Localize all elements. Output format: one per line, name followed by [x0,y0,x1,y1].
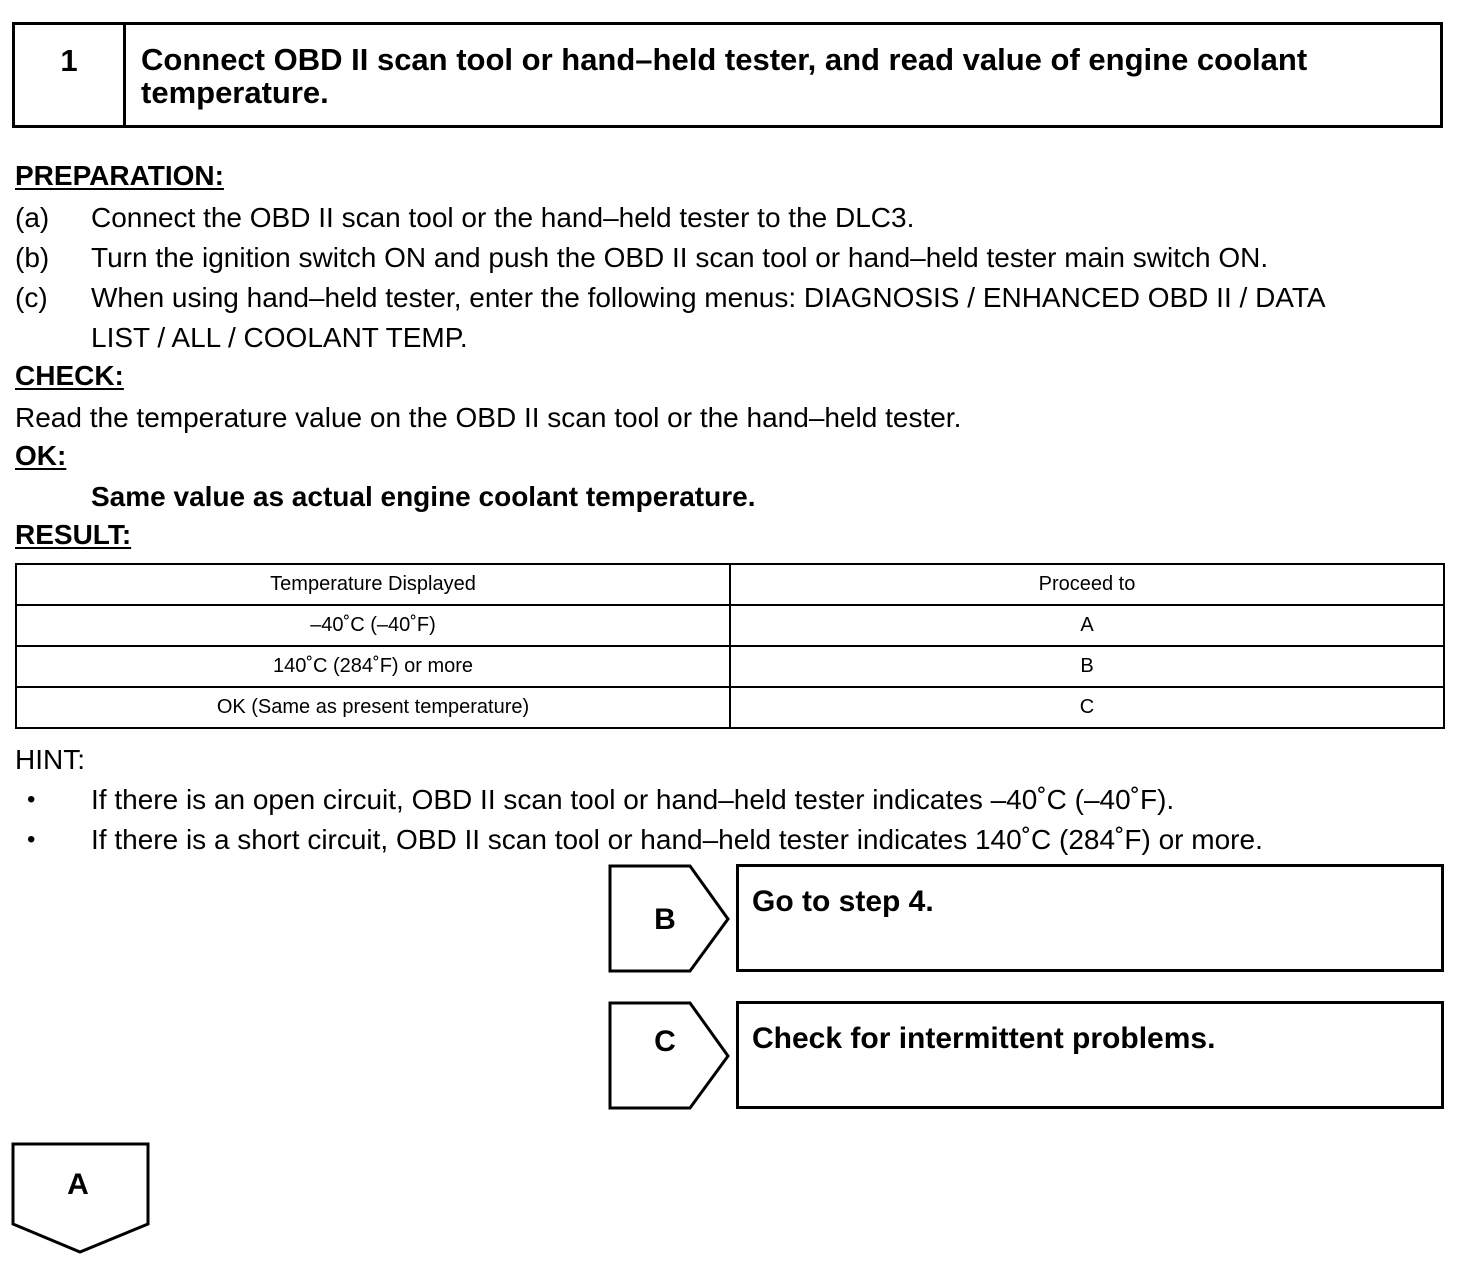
table-cell: –40˚C (–40˚F) [16,605,730,646]
prep-item-b-text: Turn the ignition switch ON and push the OBD II scan tool or hand–held tester main switch ON. [91,242,1269,273]
check-text: Read the temperature value on the OBD II scan tool or the hand–held tester. [15,402,962,433]
hint-item-short-circuit: If there is a short circuit, OBD II scan tool or hand–held tester indicates 140˚C (284˚F) or more. [91,824,1263,855]
result-table [15,563,1445,729]
prep-item-c-letter: (c) [15,282,48,313]
branch-c-letter: C [654,1025,676,1058]
bullet-icon: • [27,786,36,813]
table-cell: A [730,605,1444,646]
prep-item-c-text-line2: LIST / ALL / COOLANT TEMP. [91,322,468,353]
check-heading: CHECK: [15,360,124,391]
table-cell: B [730,646,1444,687]
table-cell: C [730,687,1444,728]
hint-item-open-circuit: If there is an open circuit, OBD II scan tool or hand–held tester indicates –40˚C (–40˚F). [91,784,1175,815]
table-cell: OK (Same as present temperature) [16,687,730,728]
branch-c-box: Check for intermittent problems. [736,1001,1444,1109]
prep-item-a-text: Connect the OBD II scan tool or the hand–held tester to the DLC3. [91,202,915,233]
branch-b-letter: B [654,903,676,936]
branch-b-arrow-icon [607,864,731,974]
table-row [16,646,1444,687]
branch-c-arrow-icon [607,1001,731,1111]
table-header-row [16,564,1444,605]
prep-item-a-letter: (a) [15,202,50,233]
table-row [16,605,1444,646]
column-header: Temperature Displayed [16,564,730,605]
branch-b-box: Go to step 4. [736,864,1444,972]
preparation-heading: PREPARATION: [15,160,224,191]
result-heading: RESULT: [15,519,132,550]
step-number: 1 [15,25,126,125]
table-row [16,687,1444,728]
step-title: Connect OBD II scan tool or hand–held tester, and read value of engine coolant temperature. [141,42,1308,110]
column-header: Proceed to [730,564,1444,605]
branch-a-arrow-icon [11,1142,151,1256]
ok-text: Same value as actual engine coolant temperature. [91,481,756,512]
prep-item-c-text-line1: When using hand–held tester, enter the following menus: DIAGNOSIS / ENHANCED OBD II / DATA [91,282,1326,313]
table-cell: 140˚C (284˚F) or more [16,646,730,687]
branch-a-letter: A [67,1168,89,1201]
step-header [12,22,1443,128]
prep-item-b-letter: (b) [15,242,50,273]
bullet-icon: • [27,826,36,853]
hint-heading: HINT: [15,744,85,775]
ok-heading: OK: [15,440,67,471]
